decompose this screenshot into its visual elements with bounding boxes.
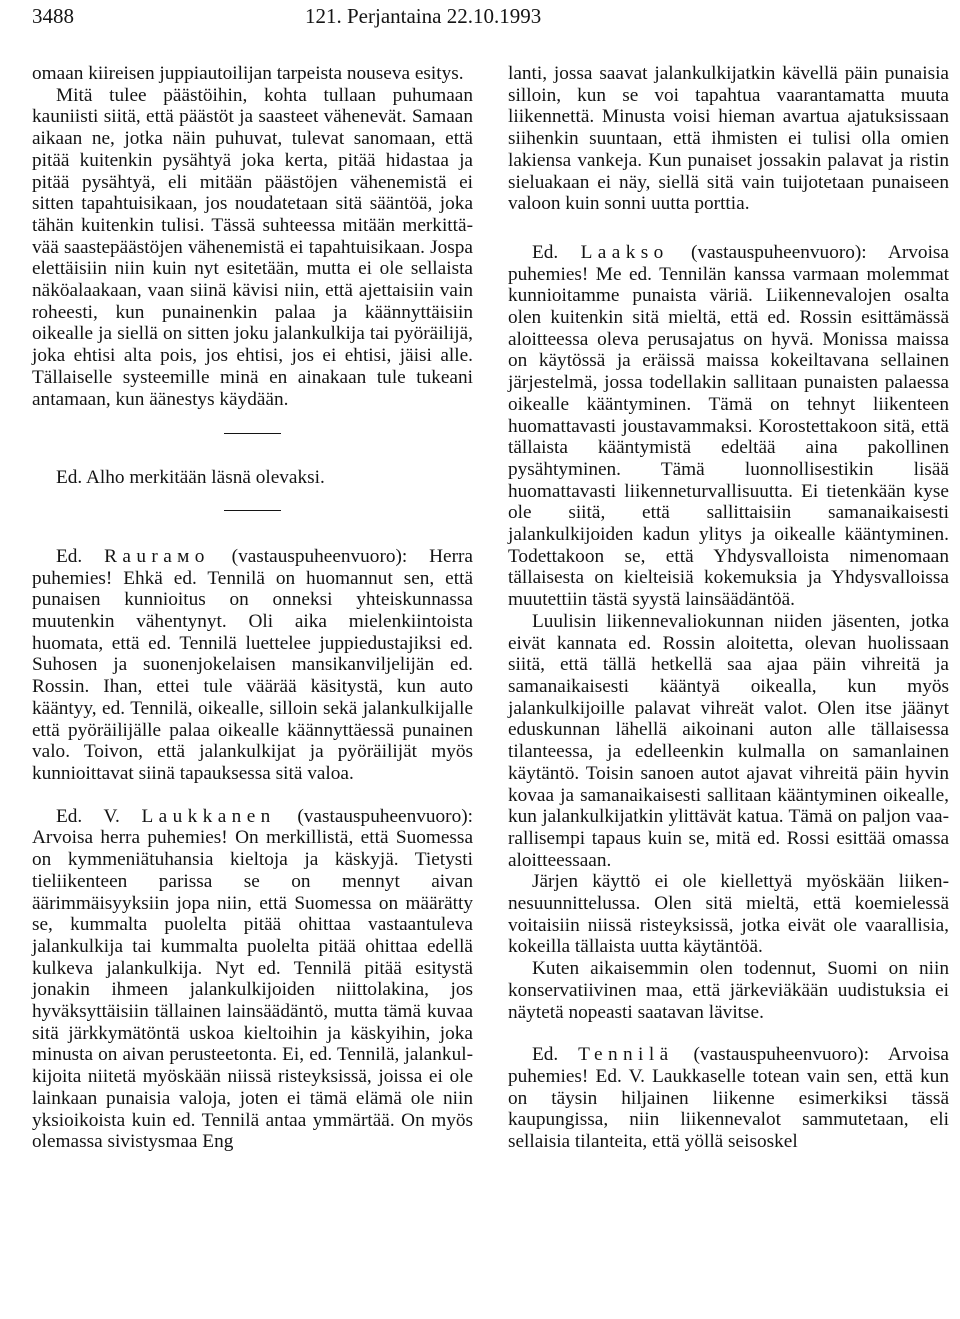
session-date: 121. Perjantaina 22.10.1993 xyxy=(305,4,542,28)
speech-text: (vastauspuheenvuoro): Arvoisa puhemies! Ed. V. Laukkaselle totean vain sen, että kun on täysin hiljainen liikenne esimerkiksi tässä kaupungissa, niin liikennevalot sammutetaan, eli sellaisia tilanteita, että yöllä seisoskel xyxy=(508,1044,949,1153)
section-divider xyxy=(224,433,281,434)
page-header xyxy=(0,4,960,34)
speech-text: (vastauspuheenvuoro): Herra puhemies! Ehkä ed. Tennilä on huomannut sen, että punaisen kunnioitus on onneksi yhteiskunnassa muutenkin vähentynyt. Oli aika mielenkiintoista huomata, että ed. Tennilä luettelee juppiedustajiksi ed. Suhosen ja suonenjokelaisen mansikanviljelijän ed. Rossin. Ihan, ettei tule väärää käsitystä, kun auto kääntyy, ed. Tennilä, oikealle, silloin sekä jalankulkijalle että pyöräilijälle palaa oikealle käännyttäessä punainen valo. Toivon, että jalankulkijat ja pyöräilijät myös kunnioittavat siinä tapauksessa sitä valoa. xyxy=(32,545,473,784)
speech-paragraph xyxy=(508,1044,949,1153)
speech-text: (vastauspuheenvuoro): Arvoisa puhemies! Me ed. Tennilän kanssa varmaan molemmat kunnioitamme punaista väriä. Liikennevalojen osalta olen kuitenkin sitä mieltä, että ed. Rossin esittämässä aloitteessa oleva perusajatus on hyvä. Monissa maissa on käytössä ja eräissä maissa kokeiltavana sellainen järjestelmä, jossa todellakin sallitaan punaisten palaessa oikealle kääntyminen. Tämä on tehnyt liikenteen huomattavasti joustavammaksi. Korostettakoon sitä, että tällaista kääntymistä edeltää aina pakollinen pysähtyminen. Tämä luonnollisestikin lisää huomattavasti liikenneturvallisuutta. Ei tietenkään kyse ole siitä, että sallittaisiin samanaikaisesti jalankulkijoiden kadun ylitys ja oikealle kääntyminen. Todettakoon se, että Yhdysvalloista nimenomaan tällaisesta on kielteisiä kokemuksia ja Yhdysvalloissa muutettiin tästä syystä lainsäädäntöä. xyxy=(508,241,949,611)
speech-text: (vastauspuheenvuoro): Arvoisa herra puhemies! On merkillistä, että Suomessa on kymmeniätuhansia kieltoja ja käskyjä. Tietysti tieliikenteen parissa se on mennyt aivan äärimmäisyyksiin jopa niin, että Suomessa on määrätty se, kummalta puolelta pitää ohittaa vastaantuleva jalankulkija tai kummalta puolelta pitää ohittaa edellä kulkeva jalankulkija. Nyt ed. Tennilä pitää esitystä jonakin ihmeen jalankulkijoiden niittolakina, jos hyväksyttäisiin tällainen lainsäädäntö, mutta tämä kuvaa sitä järkkymätöntä uskoa kieltoihin ja käskyihin, joka minusta on aivan perusteetonta. Ei, ed. Tennilä, jalankulkijoita niitetä myöskään niissä risteyksissä, joissa ei ole lainkaan punaisia valoja, joten ei tämä elämä ole niin yksioikoista kuin ed. Tennilä antaa ymmärtää. On myös olemassa sivistysmaa Eng xyxy=(32,805,473,1153)
speaker-name: Tennilä xyxy=(578,1044,674,1066)
speech-paragraph xyxy=(508,242,949,611)
right-column xyxy=(508,63,949,1153)
paragraph: Luulisin liikennevaliokunnan niiden jäsenten, jotka eivät kannata ed. Rossin aloitetta, olevan huolissaan siitä, että tällä hetkellä saa ajaa päin vihreitä ja samanaikaisesti kääntyä oikealla, kun myös jalankulkijoille palavat vihreät valot. Olen itse jäänyt eduskunnan lähellä aikoinani auton alle tällaisessa tilanteessa, ja edelleenkin kulmalla on samanlainen käytäntö. Toisin sanoen autot ajavat vihreitä päin hyvin kovaa ja samanaikaisesti sallitaan kääntyminen oikealle, kun jalankulkijatkin ylittävät katua. Tämä on paljon vaarallisempi tapaus kuin se, mitä ed. Rossi esittää omassa aloitteessaan. xyxy=(508,610,949,871)
paragraph: Järjen käyttö ei ole kiellettyä myöskään liikennesuunnittelussa. Olen sitä mieltä, että koemielessä voitaisiin niissä risteyksissä, jotka eivät ole vaarallisia, kokeilla tällaista uutta käytäntöä. xyxy=(508,871,949,958)
speaker-prefix: Ed. xyxy=(532,1044,559,1066)
left-column xyxy=(32,63,473,1153)
speaker-prefix: Ed. V. xyxy=(56,805,120,827)
paragraph: lanti, jossa saavat jalankulkijatkin kävellä päin punaisia silloin, kun se voi tapahtua vaarantamatta muuta liikennettä. Minusta voisi hieman avartua ajatuksissaan siihenkin suuntaan, että ihmisten ei tulisi olla omien lakiensa vankeja. Kun punaiset jossakin palavat ja ristin sieluakaan ei näy, siellä sitä vain tuijotetaan punaiseen valoon kuin sonni uutta porttia. xyxy=(508,63,949,215)
paragraph: omaan kiireisen juppiautoilijan tarpeista nouseva esitys. xyxy=(32,63,464,84)
speaker-name: Raurамо xyxy=(104,545,210,567)
page-number: 3488 xyxy=(32,4,74,28)
speech-paragraph xyxy=(32,806,473,1153)
paragraph: Mitä tulee päästöihin, kohta tullaan puhumaan kauniisti siitä, että päästöt ja saasteet vähenevät. Samaan aikaan ne, jotka näin puhuvat, tulevat sanomaan, että pitää kuitenkin pysähtyä joka kerta, pitää hidastaa ja pitää pysähtyä, eli mitään päästöjen vähenemistä ei sitten tapahtuisikaan, jos noudatetaan sitä sääntöä, joka tähän kuitenkin tulisi. Tässä suhteessa mitään merkittävää saastepäästöjen vähenemistä ei tapahtuisikaan. Jospa elettäisiin niin kuin nyt esitetään, mutta ei ole sellaista näköalaakaan, vaan siinä kävisi niin, että ajettaisiin vain roheesti, kun punainenkin palaa ja käännyttäisiin oikealle ja siellä on sitten joku jalankulkija tai pyöräilijä, joka ehtisi alta pois, jos ehtisi, jos ei ehtisi, jäisi alle. Tällaiselle systeemille minä en ainakaan tule tukeani antamaan, kun äänestys käydään. xyxy=(32,84,473,410)
speaker-name: Laakso xyxy=(580,241,669,263)
paragraph: Ed. Alho merkitään läsnä olevaksi. xyxy=(56,467,325,489)
section-divider xyxy=(224,510,281,511)
speech-paragraph xyxy=(32,546,473,785)
paragraph: Kuten aikaisemmin olen todennut, Suomi on niin konservatiivinen maa, että järkeviäkään uudistuksia ei näytetä nopeasti saatavan lävitse. xyxy=(508,958,949,1023)
speaker-name: Laukkanen xyxy=(141,805,276,827)
speaker-prefix: Ed. xyxy=(532,241,559,263)
speaker-prefix: Ed. xyxy=(56,545,83,567)
